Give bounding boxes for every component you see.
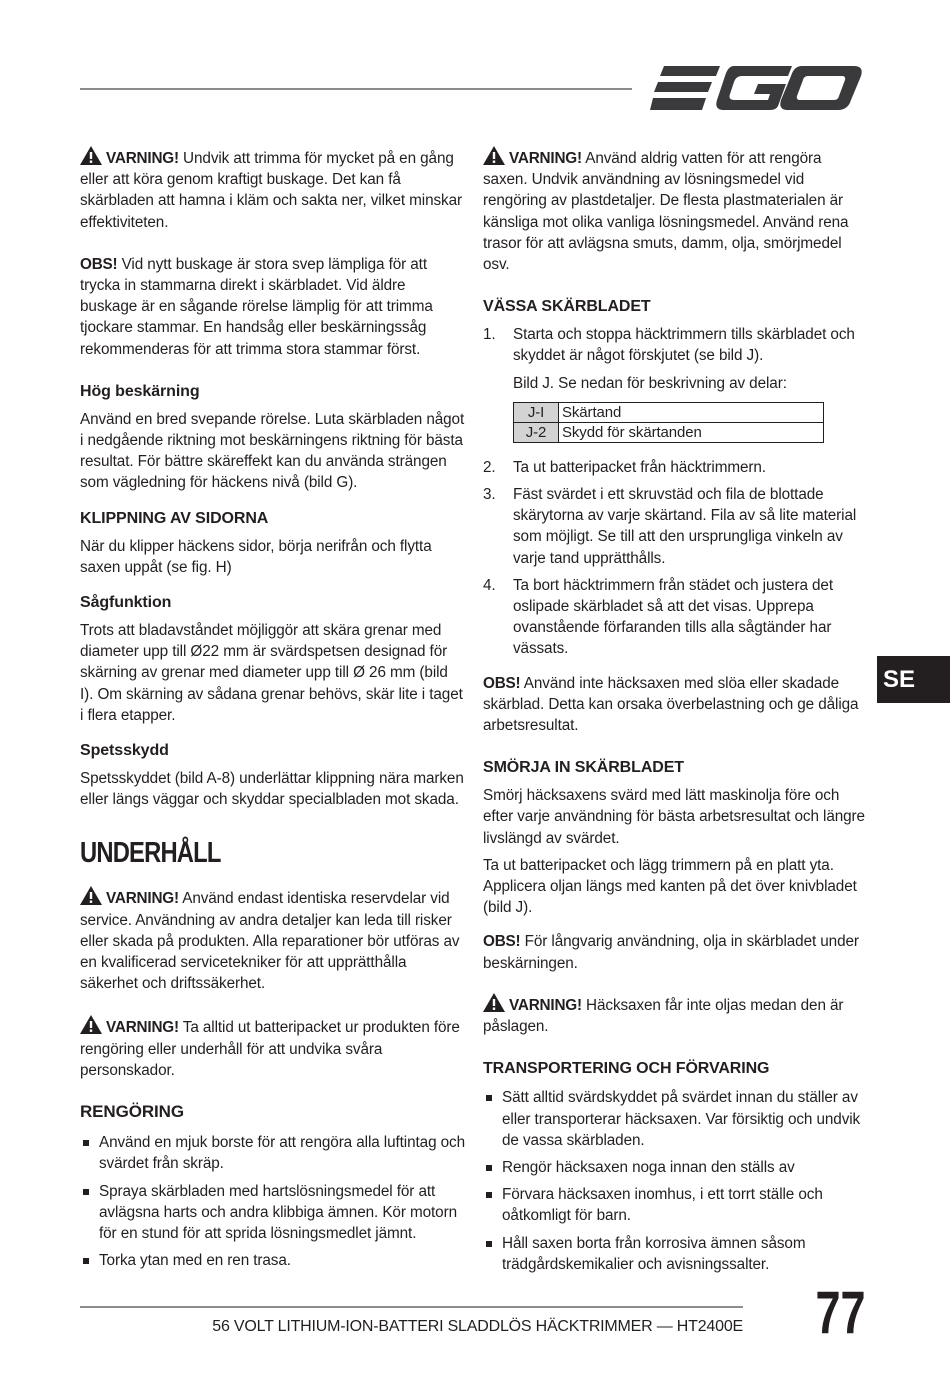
step-item: [483, 457, 868, 478]
paragraph-hog-beskarning: Använd en bred svepande rörelse. Luta skärbladen något i nedgående riktning mot beskärningens riktning för bästa resultat. För bättre skäreffekt kan du använda strängen som vägledning för häckens nivå (bild G).: [80, 410, 465, 492]
note-label: OBS!: [483, 674, 521, 692]
heading-vassa: VÄSSA SKÄRBLADET: [483, 298, 651, 316]
paragraph-klippning: När du klipper häckens sidor, börja nerifrån och flytta saxen uppåt (se fig. H): [80, 537, 432, 576]
warning-icon: [483, 146, 505, 165]
language-tab: SE: [877, 656, 950, 703]
note-paragraph: [483, 673, 868, 737]
figure-caption: Bild J. Se nedan för beskrivning av delar:: [513, 374, 787, 392]
paragraph-smorja: Ta ut batteripacket och lägg trimmern på en platt yta. Applicera oljan längs med kanten på det över knivbladet (bild J).: [483, 856, 857, 917]
step-number: 4.: [483, 576, 496, 594]
step-text: Ta ut batteripacket från häcktrimmern.: [513, 458, 766, 476]
part-description: Skydd för skärtanden: [559, 422, 824, 442]
transport-list: [483, 1087, 868, 1275]
step-text: Starta och stoppa häcktrimmern tills skärbladet och skyddet är något förskjutet (se bild J).: [513, 326, 855, 365]
paragraph-smorja: Smörj häcksaxens svärd med lätt maskinolja före och efter varje användning för bästa arbetsresultat och längre livslängd av svärdet.: [483, 787, 865, 847]
heading-transportering: TRANSPORTERING OCH FÖRVARING: [483, 1060, 770, 1078]
note-label: OBS!: [80, 255, 118, 273]
warning-paragraph: [80, 886, 465, 994]
footer-title: 56 VOLT LITHIUM-ION-BATTERI SLADDLÖS HÄCKTRIMMER — HT2400E: [212, 1318, 743, 1335]
note-paragraph: [80, 254, 465, 360]
warning-icon: [80, 1015, 102, 1034]
header-rule: [80, 88, 632, 90]
left-column: [80, 146, 465, 1271]
warning-text: Häcksaxen får inte oljas medan den är påslagen.: [483, 996, 844, 1036]
step-item: [483, 484, 868, 569]
parts-table: [513, 402, 824, 443]
heading-smorja: SMÖRJA IN SKÄRBLADET: [483, 759, 684, 777]
note-text: Använd inte häcksaxen med slöa eller skadade skärblad. Detta kan orsaka överbelastning och ge dåliga arbetsresultat.: [483, 674, 859, 735]
warning-label: VARNING!: [509, 150, 582, 167]
part-code: J-2: [514, 422, 559, 442]
step-item: [483, 575, 868, 660]
note-paragraph: [483, 931, 868, 973]
step-text: Ta bort häcktrimmern från städet och justera det oslipade skärbladet så att det visas. Upprepa ovanstående förfaranden tills alla sågtänder har vässats.: [513, 576, 833, 658]
warning-paragraph: [483, 993, 868, 1037]
step-item: [483, 324, 868, 394]
table-row: [514, 402, 824, 422]
warning-label: VARNING!: [509, 996, 582, 1014]
warning-text: Använd endast identiska reservdelar vid service. Användning av andra detaljer kan leda till risker eller skada på produkten. Alla reparationer bör utföras av en kvalificerad servicetekniker för att upprätthålla säkerhet och driftssäkerhet.: [80, 890, 460, 993]
table-row: [514, 422, 824, 442]
ego-logo: [650, 62, 862, 114]
step-number: 2.: [483, 458, 496, 476]
list-item: Håll saxen borta från korrosiva ämnen såsom trädgårdskemikalier och avisningssalter.: [483, 1233, 868, 1275]
paragraph-spetsskydd: Spetsskyddet (bild A-8) underlättar klippning nära marken eller längs väggar och skyddar specialbladen mot skada.: [80, 770, 464, 809]
footer-rule: [80, 1306, 743, 1308]
step-text: Fäst svärdet i ett skruvstäd och fila de blottade skärytorna av varje skärtand. Fila av så lite material som möjligt. Se till att den ursprungliga vinkeln av varje tand upprätthålls.: [513, 486, 857, 567]
part-description: Skärtand: [559, 402, 824, 422]
list-item: Rengör häcksaxen noga innan den ställs av: [483, 1157, 868, 1178]
warning-label: VARNING!: [106, 150, 179, 167]
list-item: Sätt alltid svärdskyddet på svärdet innan du ställer av eller transporterar häcksaxen. Var försiktig och undvik de vassa skärbladen.: [483, 1087, 868, 1151]
step-number: 3.: [483, 486, 496, 504]
heading-klippning: KLIPPNING AV SIDORNA: [80, 509, 269, 527]
list-item: Använd en mjuk borste för att rengöra alla luftintag och svärdet från skräp.: [80, 1132, 465, 1174]
cleaning-list: [80, 1132, 465, 1271]
part-code: J-I: [514, 402, 559, 422]
section-title-underhall: UNDERHÅLL: [80, 837, 221, 870]
paragraph-sagfunktion: Trots att bladavståndet möjliggör att skära grenar med diameter upp till Ø22 mm är svärdspetsen designad för skärning av grenar med diameter upp till Ø 26 mm (bild I). Om skärning av sådana grenar behövs, skär lite i taget i flera etapper.: [80, 622, 463, 724]
heading-sagfunktion: Sågfunktion: [80, 594, 172, 612]
right-column: [483, 146, 868, 1275]
note-text: För långvarig användning, olja in skärbladet under beskärningen.: [483, 933, 859, 972]
list-item: Torka ytan med en ren trasa.: [80, 1250, 465, 1271]
step-number: 1.: [483, 326, 496, 344]
warning-paragraph: [80, 1015, 465, 1081]
warning-text: Ta alltid ut batteripacket ur produkten före rengöring eller underhåll för att undvika svåra personskador.: [80, 1019, 460, 1079]
note-label: OBS!: [483, 933, 521, 951]
sharpening-steps: [483, 324, 868, 394]
page-number: 77: [815, 1279, 866, 1346]
warning-label: VARNING!: [106, 890, 179, 908]
warning-icon: [483, 993, 505, 1012]
warning-paragraph: [483, 146, 868, 275]
heading-hog-beskarning: Hög beskärning: [80, 382, 200, 400]
warning-text: Undvik att trimma för mycket på en gång eller att köra genom kraftigt buskage. Det kan få skärbladen att hamna i kläm och sakta ner, vilket minskar effektiviteten.: [80, 150, 462, 231]
warning-icon: [80, 146, 102, 165]
warning-text: Använd aldrig vatten för att rengöra saxen. Undvik användning av lösningsmedel vid rengöring av plastdetaljer. De flesta plastmaterialen är känsliga mot olika vanliga lösningsmedel. Använd rena trasor för att avlägsna smuts, damm, olja, smörjmedel osv.: [483, 150, 849, 274]
list-item: Spraya skärbladen med hartslösningsmedel för att avlägsna harts och andra klibbiga ämnen. Kör motorn för en stund för att sprida lösningsmedlet jämnt.: [80, 1181, 465, 1245]
warning-icon: [80, 886, 102, 905]
note-text: Vid nytt buskage är stora svep lämpliga för att trycka in stammarna direkt i skärbladet. Vid äldre buskage är en sågande rörelse lämplig för att trimma tjockare stammar. En handsåg eller beskärningssåg rekommenderas för att trimma stora stammar först.: [80, 255, 433, 358]
heading-rengoring: RENGÖRING: [80, 1102, 184, 1122]
sharpening-steps: [483, 457, 868, 660]
warning-label: VARNING!: [106, 1019, 179, 1037]
heading-spetsskydd: Spetsskydd: [80, 742, 169, 760]
list-item: Förvara häcksaxen inomhus, i ett torrt ställe och oåtkomligt för barn.: [483, 1184, 868, 1226]
warning-paragraph: [80, 146, 465, 233]
